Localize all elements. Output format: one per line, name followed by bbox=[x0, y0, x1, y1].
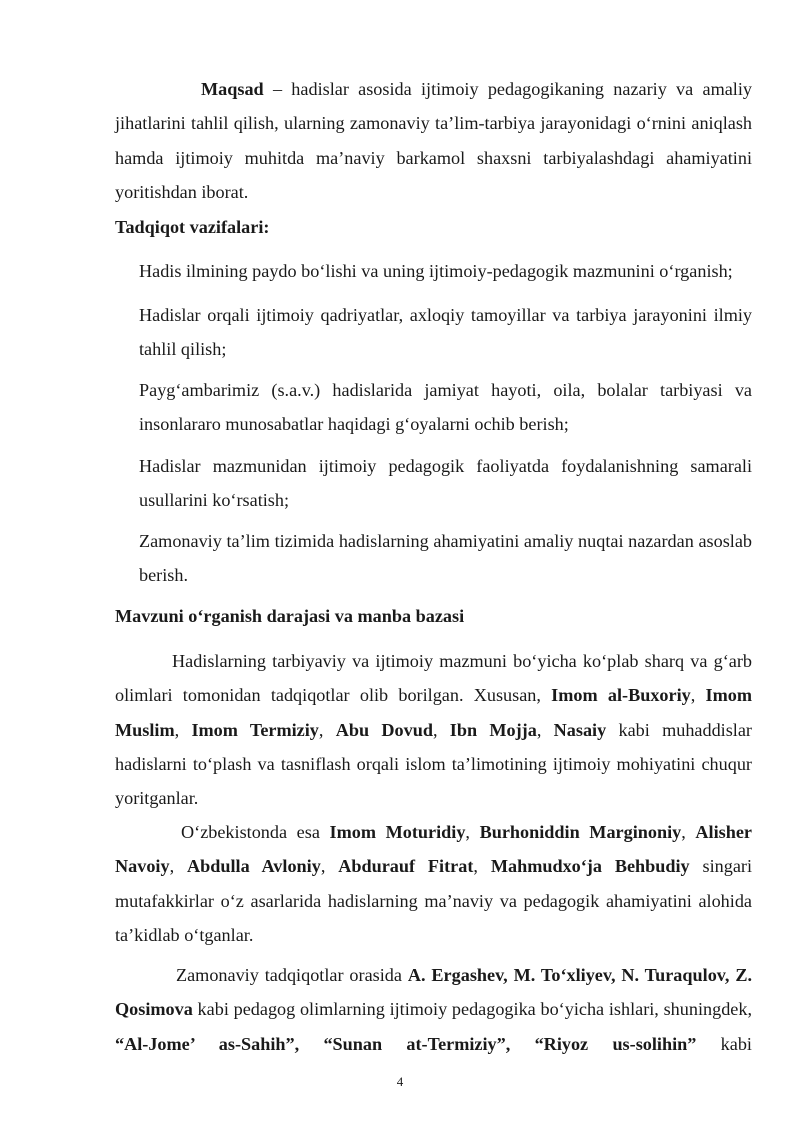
scholar-name: Ibn Mojja bbox=[449, 719, 537, 740]
separator: , bbox=[465, 822, 480, 842]
separator: , bbox=[432, 719, 450, 740]
p1-text: kabi muhaddislar hadislarni to‘plash va tasniflash orqali islom ta’limotining ijtimoiy mohiyatini chuqur yoritganlar. bbox=[115, 719, 752, 809]
source-titles: “Al-Jome’ as-Sahih”, “Sunan at-Termiziy”, “Riyoz us-solihin” bbox=[115, 1033, 697, 1054]
scholar-name: Abdulla Avloniy bbox=[186, 856, 321, 877]
task-item: Hadis ilmining paydo bo‘lishi va uning ijtimoiy-pedagogik mazmunini o‘rganish; bbox=[139, 261, 733, 281]
separator: , bbox=[318, 719, 336, 740]
scholar-name: Abdurauf Fitrat bbox=[338, 856, 474, 877]
study-paragraph-1 bbox=[115, 644, 752, 815]
study-paragraph-2 bbox=[115, 815, 752, 952]
p3-text: kabi bbox=[696, 1033, 752, 1054]
separator: , bbox=[174, 719, 192, 740]
task-item: Hadislar mazmunidan ijtimoiy pedagogik faoliyatda foydalanishning samarali usullarini ko‘rsatish; bbox=[139, 456, 752, 511]
separator: , bbox=[169, 856, 187, 877]
p2-text: O‘zbekistonda esa bbox=[181, 822, 330, 842]
p3-text: Zamonaviy tadqiqotlar orasida bbox=[176, 965, 408, 985]
separator: , bbox=[473, 856, 491, 877]
study-paragraph-3 bbox=[115, 958, 752, 1061]
p2-text: singari mutafakkirlar o‘z asarlarida hadislarning ma’naviy va pedagogik ahamiyatini alohida ta’kidlab o‘tganlar. bbox=[115, 856, 753, 945]
scholar-name: Nasaiy bbox=[553, 719, 607, 740]
page-number: 4 bbox=[396, 1074, 404, 1089]
separator: , bbox=[536, 719, 554, 740]
scholar-name: Alisher Navoiy bbox=[115, 822, 753, 877]
separator: , bbox=[320, 856, 339, 877]
scholar-name: Abu Dovud bbox=[335, 719, 433, 740]
goal-paragraph bbox=[115, 72, 752, 209]
scholar-name: Imom Moturidiy bbox=[329, 822, 466, 842]
scholar-name: Imom Muslim bbox=[115, 685, 752, 740]
p3-text: kabi pedagog olimlarning ijtimoiy pedagogika bo‘yicha ishlari, shuningdek, bbox=[192, 999, 752, 1020]
scholar-name: Imom al-Buxoriy bbox=[551, 685, 691, 706]
scholar-name: Burhoniddin Marginoniy bbox=[479, 822, 682, 842]
tasks-heading: Tadqiqot vazifalari: bbox=[115, 217, 270, 237]
scholar-name: Mahmudxo‘ja Behbudiy bbox=[490, 856, 690, 877]
scholar-name: Imom Termiziy bbox=[191, 719, 319, 740]
task-item: Hadislar orqali ijtimoiy qadriyatlar, axloqiy tamoyillar va tarbiya jarayonini ilmiy tahlil qilish; bbox=[139, 305, 752, 360]
separator: , bbox=[690, 685, 706, 706]
goal-label: Maqsad bbox=[201, 79, 264, 99]
researcher-names: A. Ergashev, M. To‘xliyev, N. Turaqulov, Z. Qosimova bbox=[115, 965, 752, 1020]
separator: , bbox=[681, 822, 696, 842]
p1-text: Hadislarning tarbiyaviy va ijtimoiy mazmuni bo‘yicha ko‘plab sharq va g‘arb olimlari tomonidan tadqiqotlar olib borilgan. Xususan, bbox=[115, 651, 752, 706]
goal-text: – hadislar asosida ijtimoiy pedagogikaning nazariy va amaliy jihatlarini tahlil qilish, ularning zamonaviy ta’lim-tarbiya jarayonidagi o‘rnini aniqlash hamda ijtimoiy muhitda ma’naviy barkamol shaxsni tarbiyalashdagi ahamiyatini yoritishdan iborat. bbox=[115, 79, 752, 202]
task-item: Payg‘ambarimiz (s.a.v.) hadislarida jamiyat hayoti, oila, bolalar tarbiyasi va insonlararo munosabatlar haqidagi g‘oyalarni ochib berish; bbox=[139, 380, 752, 435]
study-heading: Mavzuni o‘rganish darajasi va manba bazasi bbox=[115, 606, 465, 626]
task-item: Zamonaviy ta’lim tizimida hadislarning ahamiyatini amaliy nuqtai nazardan asoslab berish. bbox=[139, 531, 752, 586]
